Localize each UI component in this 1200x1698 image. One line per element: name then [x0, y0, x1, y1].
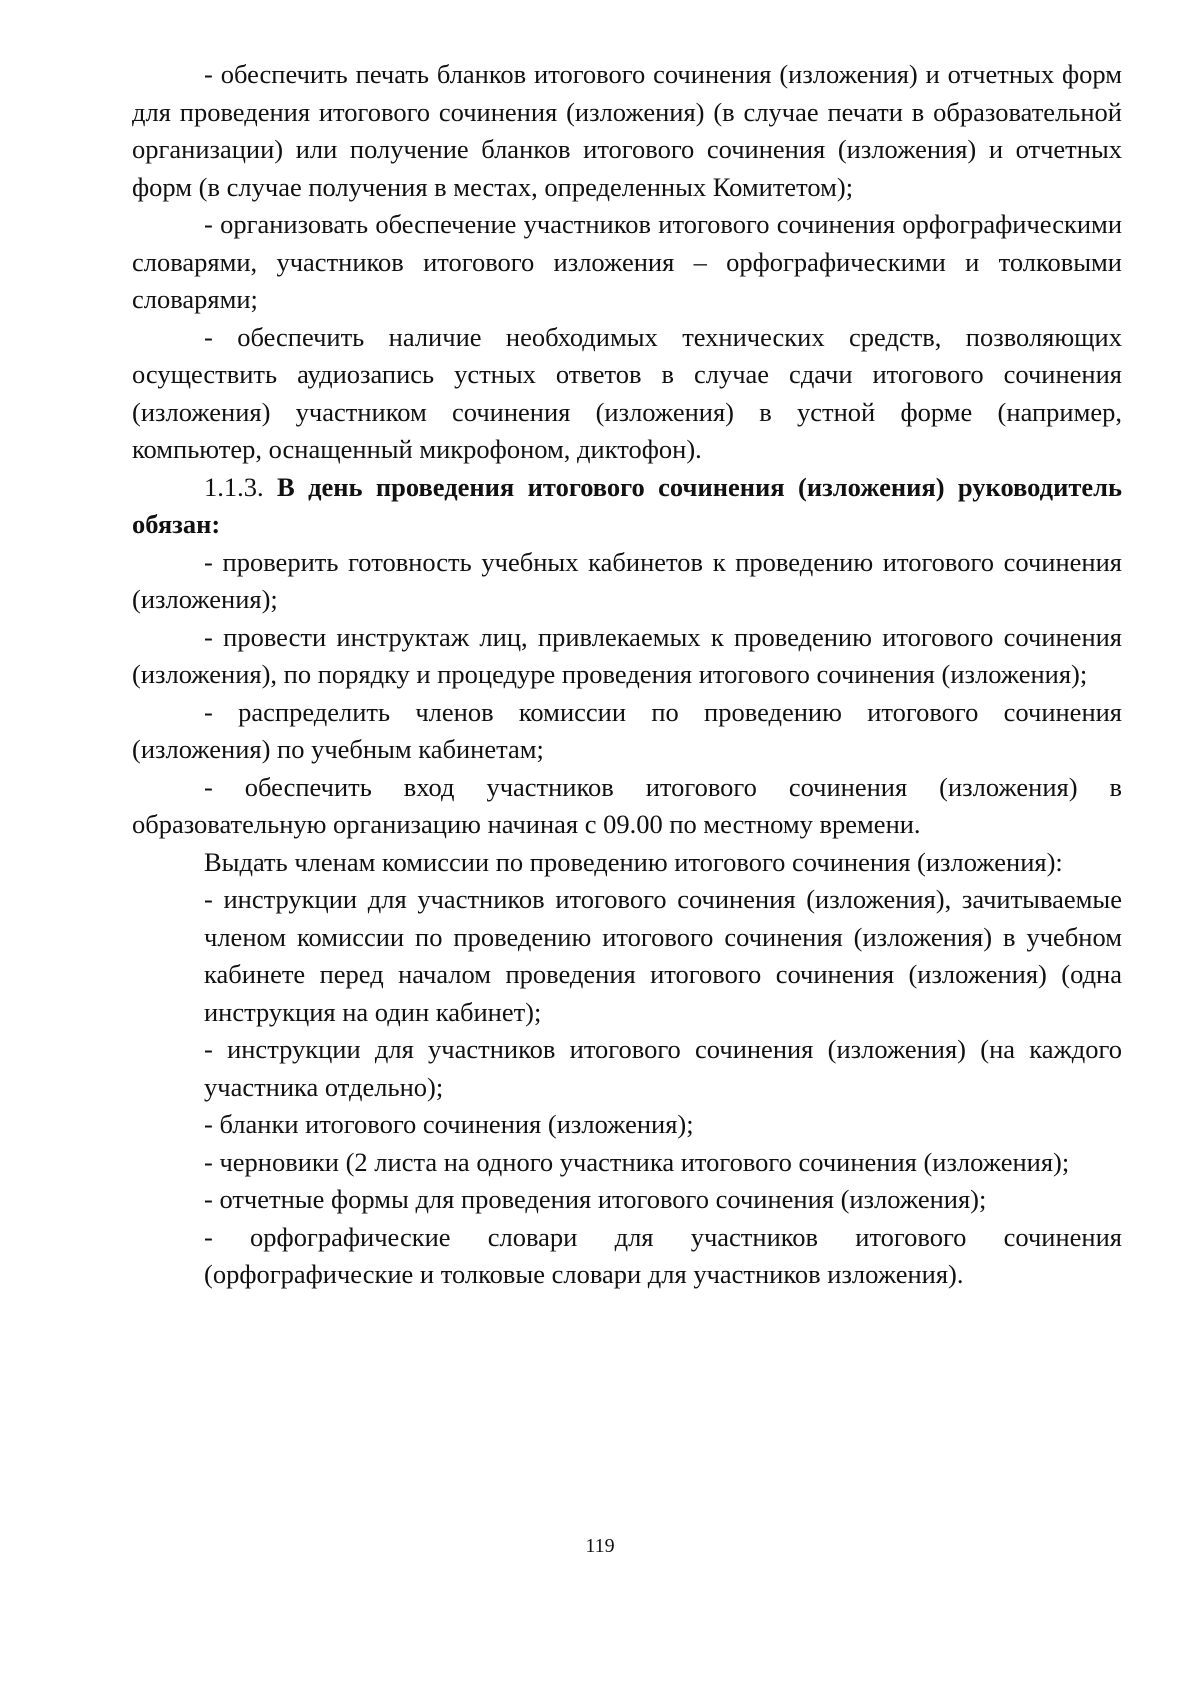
issue-list-item: - бланки итогового сочинения (изложения);: [204, 1109, 694, 1139]
issue-list-item: - орфографические словари для участников итогового сочинения (орфографические и толковые словари для участников изложения).: [204, 1221, 1122, 1289]
issue-list-item: - отчетные формы для проведения итогового сочинения (изложения);: [204, 1184, 987, 1214]
paragraph-dictionaries: - организовать обеспечение участников итогового сочинения орфографическими словарями, участников итогового изложения – орфографическими и толковыми словарями;: [132, 209, 1122, 314]
page-number: 119: [585, 1535, 615, 1557]
duty-item: - провести инструктаж лиц, привлекаемых к проведению итогового сочинения (изложения), по порядку и процедуре проведения итогового сочинения (изложения);: [132, 621, 1122, 689]
section-number: 1.1.3.: [204, 471, 264, 502]
section-heading-text: В день проведения итогового сочинения (изложения) руководитель обязан:: [132, 471, 1123, 539]
duty-item: - обеспечить вход участников итогового сочинения (изложения) в образовательную организацию начиная с 09.00 по местному времени.: [132, 771, 1122, 839]
issue-list-item: - черновики (2 листа на одного участника итогового сочинения (изложения);: [204, 1146, 1070, 1177]
duty-item: - распределить членов комиссии по проведению итогового сочинения (изложения) по учебным кабинетам;: [132, 696, 1122, 764]
document-body: [132, 56, 1122, 1294]
paragraph-print-forms: - обеспечить печать бланков итогового сочинения (изложения) и отчетных форм для проведения итогового сочинения (изложения) (в случае печати в образовательной организации) или получение бланков итогового сочинения (изложения) и отчетных форм (в случае получения в местах, определенных Комитетом);: [132, 59, 1122, 202]
section-heading: [132, 469, 1122, 544]
issue-list-item: - инструкции для участников итогового сочинения (изложения) (на каждого участника отдельно);: [204, 1034, 1122, 1102]
paragraph-audio-equipment: - обеспечить наличие необходимых технических средств, позволяющих осуществить аудиозапись устных ответов в случае сдачи итогового сочинения (изложения) участником сочинения (изложения) в устной форме (например, компьютер, оснащенный микрофоном, диктофон).: [132, 321, 1122, 464]
duty-item: - проверить готовность учебных кабинетов к проведению итогового сочинения (изложения);: [132, 546, 1122, 614]
issue-intro: Выдать членам комиссии по проведению итогового сочинения (изложения):: [204, 846, 1063, 877]
issue-list-item: - инструкции для участников итогового сочинения (изложения), зачитываемые членом комиссии по проведению итогового сочинения (изложения) в учебном кабинете перед началом проведения итогового сочинения (изложения) (одна инструкция на один кабинет);: [204, 884, 1122, 1027]
